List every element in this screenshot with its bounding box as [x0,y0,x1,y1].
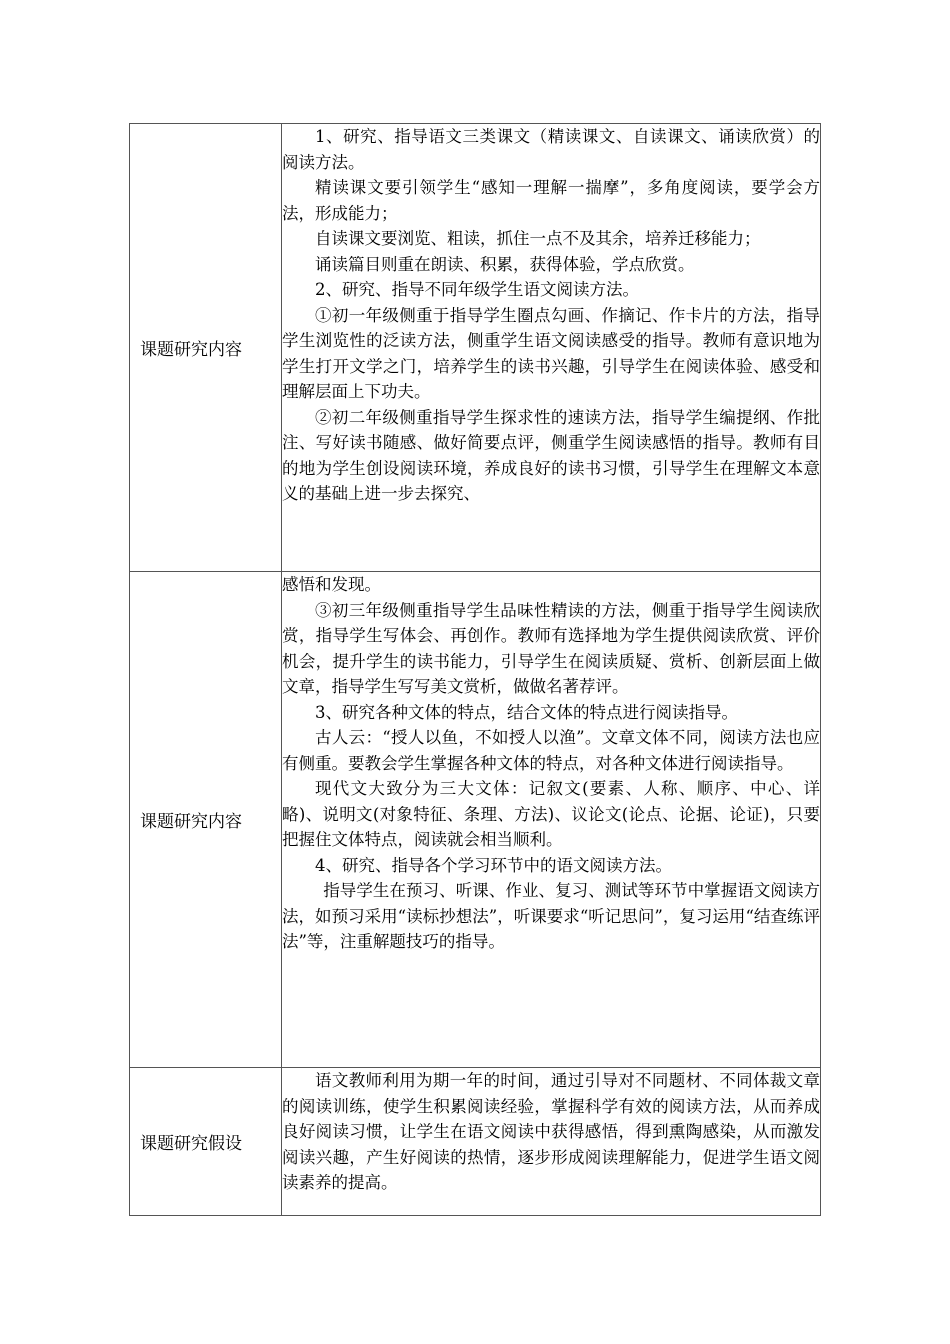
row-label: 课题研究内容 [140,340,242,360]
content-paragraph: 2、研究、指导不同年级学生语文阅读方法。 [315,280,639,299]
content-paragraph: 指导学生在预习、听课、作业、复习、测试等环节中掌握语文阅读方法，如预习采用“读标抄想法”，听课要求“听记思问”，复习运用“结查练评法”等，注重解题技巧的指导。 [282,881,820,951]
content-paragraph: ③初三年级侧重指导学生品味性精读的方法，侧重于指导学生阅读欣赏，指导学生写体会、再创作。教师有选择地为学生提供阅读欣赏、评价机会，提升学生的读书能力，引导学生在阅读质疑、赏析、创新层面上做文章，指导学生写写美文赏析，做做名著荐评。 [282,600,820,696]
table-row [130,124,821,572]
row-label: 课题研究假设 [140,1134,242,1154]
row-label: 课题研究内容 [140,812,242,832]
content-paragraph: 现代文大致分为三大文体：记叙文(要素、人称、顺序、中心、详略)、说明文(对象特征、条理、方法)、议论文(论点、论据、论证)，只要把握住文体特点，阅读就会相当顺利。 [282,779,820,849]
content-paragraph: ①初一年级侧重于指导学生圈点勾画、作摘记、作卡片的方法，指导学生浏览性的泛读方法，侧重学生语文阅读感受的指导。教师有意识地为学生打开文学之门，培养学生的读书兴趣，引导学生在阅读体验、感受和理解层面上下功夫。 [282,305,820,401]
table-row [130,572,821,1068]
row-content-cell [282,572,821,1068]
content-paragraph: 古人云：“授人以鱼，不如授人以渔”。文章文体不同，阅读方法也应有侧重。要教会学生掌握各种文体的特点，对各种文体进行阅读指导。 [282,728,820,773]
content-paragraph: 自读课文要浏览、粗读，抓住一点不及其余，培养迁移能力； [315,229,761,248]
table-row [130,1068,821,1216]
content-paragraph: 感悟和发现。 [282,575,381,594]
row-label-cell [130,572,282,1068]
content-paragraph: 诵读篇目则重在朗读、积累，获得体验，学点欣赏。 [315,254,695,274]
row-label-cell [130,1068,282,1216]
row-content-cell [282,1068,821,1216]
row-content-cell [282,124,821,572]
research-table [129,123,821,1216]
content-paragraph: ②初二年级侧重指导学生探求性的速读方法，指导学生编提纲、作批注、写好读书随感、做好简要点评，侧重学生阅读感悟的指导。教师有目的地为学生创设阅读环境，养成良好的读书习惯，引导学生在理解文本意义的基础上进一步去探究、 [282,407,820,503]
row-label-cell [130,124,282,572]
content-paragraph: 4、研究、指导各个学习环节中的语文阅读方法。 [315,855,672,875]
content-paragraph: 1、研究、指导语文三类课文（精读课文、自读课文、诵读欣赏）的阅读方法。 [282,127,820,172]
content-paragraph: 3、研究各种文体的特点，结合文体的特点进行阅读指导。 [315,702,738,722]
content-paragraph: 语文教师利用为期一年的时间，通过引导对不同题材、不同体裁文章的阅读训练，使学生积累阅读经验，掌握科学有效的阅读方法，从而养成良好阅读习惯，让学生在语文阅读中获得感悟，得到熏陶感染，从而激发阅读兴趣，产生好阅读的热情，逐步形成阅读理解能力，促进学生语文阅读素养的提高。 [282,1071,820,1192]
content-paragraph: 精读课文要引领学生“感知一理解一揣摩”，多角度阅读，要学会方法，形成能力； [282,178,820,223]
